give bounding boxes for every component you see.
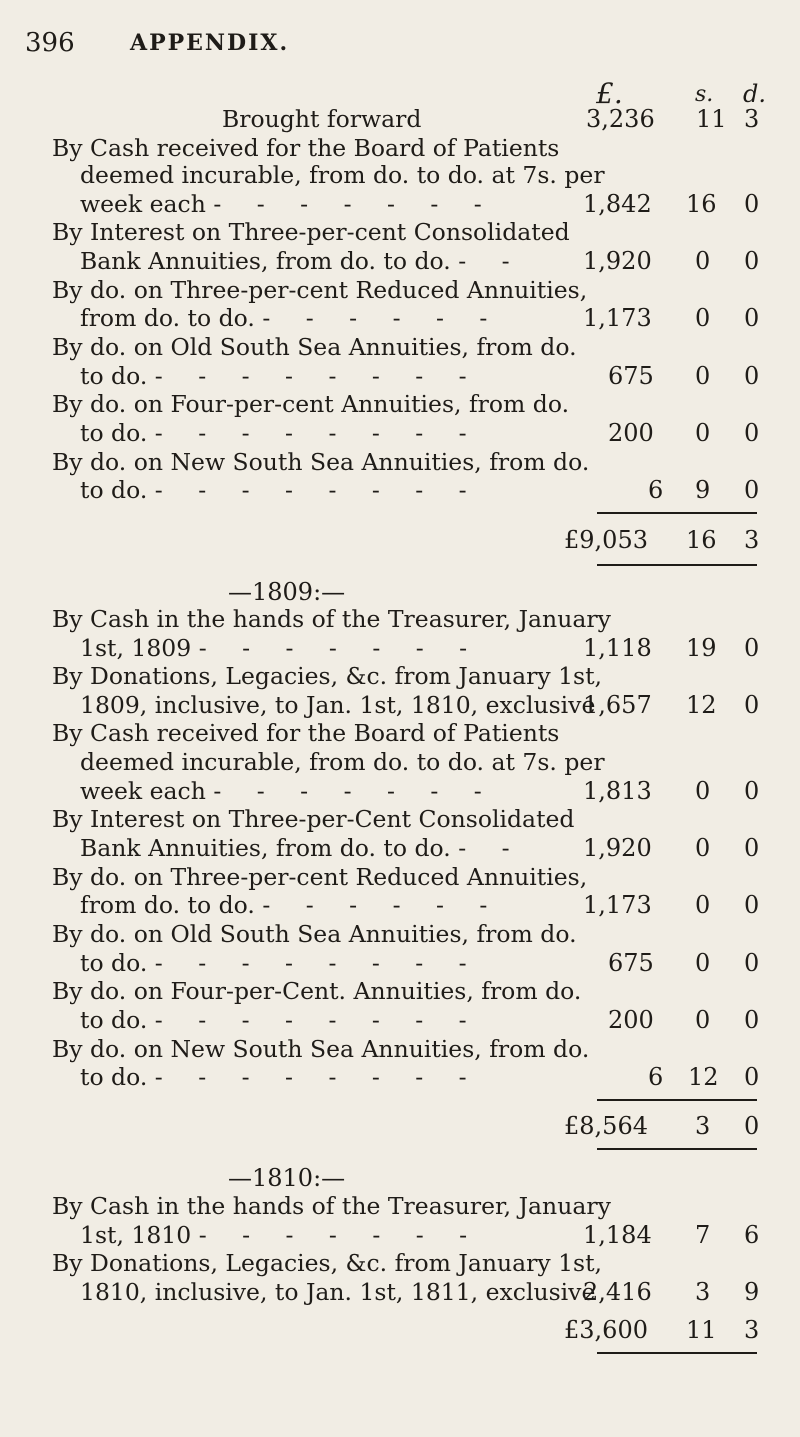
section-total-shillings: 11 (686, 1316, 717, 1344)
amount-pence: 0 (744, 891, 760, 919)
amount-shillings: 0 (695, 1006, 711, 1034)
amount-pence: 0 (744, 777, 760, 805)
entry-line: deemed incurable, from do. to do. at 7s. per (80, 161, 605, 189)
amount-pounds: 200 (608, 1006, 654, 1034)
entry-line: By Donations, Legacies, &c. from January 1st, (52, 1249, 603, 1277)
section-total-pence: 3 (744, 526, 760, 554)
amount-shillings: 12 (686, 691, 717, 719)
year-heading: —1810:— (228, 1164, 346, 1192)
year-heading: —1809:— (228, 578, 346, 606)
running-title: APPENDIX. (130, 30, 290, 56)
column-head-shillings: s. (695, 82, 714, 107)
amount-shillings: 0 (695, 362, 711, 390)
sum-rule (597, 1352, 757, 1354)
entry-line: 1st, 1809 - - - - - - - (80, 634, 482, 662)
amount-pence: 0 (744, 634, 760, 662)
amount-pence: 0 (744, 691, 760, 719)
amount-pence: 0 (744, 304, 760, 332)
entry-line: to do. - - - - - - - - (80, 949, 481, 977)
amount-shillings: 0 (695, 777, 711, 805)
entry-line: By Interest on Three-per-Cent Consolidated (52, 805, 575, 833)
amount-shillings: 0 (695, 949, 711, 977)
brought-forward-label: Brought forward (222, 105, 422, 133)
amount-shillings: 0 (695, 834, 711, 862)
entry-line: By Donations, Legacies, &c. from January 1st, (52, 662, 603, 690)
entry-line: to do. - - - - - - - - (80, 362, 481, 390)
entry-line: By do. on Three-per-cent Reduced Annuities, (52, 276, 588, 304)
brought-forward-shillings: 11 (696, 105, 727, 133)
entry-line: 1st, 1810 - - - - - - - (80, 1221, 482, 1249)
amount-pence: 0 (744, 247, 760, 275)
amount-pounds: 1,920 (583, 834, 652, 862)
amount-pounds: 675 (608, 362, 654, 390)
entry-line: deemed incurable, from do. to do. at 7s. per (80, 748, 605, 776)
amount-pence: 0 (744, 834, 760, 862)
brought-forward-pence: 3 (744, 105, 760, 133)
section-total-pounds: £8,564 (564, 1112, 648, 1140)
amount-shillings: 16 (686, 190, 717, 218)
column-head-pence: d. (743, 80, 766, 108)
entry-line: By Cash in the hands of the Treasurer, January (52, 605, 611, 633)
amount-shillings: 0 (695, 891, 711, 919)
section-total-shillings: 16 (686, 526, 717, 554)
section-total-pence: 3 (744, 1316, 760, 1344)
section-total-pounds: £3,600 (564, 1316, 648, 1344)
amount-pounds: 1,813 (583, 777, 652, 805)
entry-line: to do. - - - - - - - - (80, 419, 481, 447)
entry-line: 1810, inclusive, to Jan. 1st, 1811, exclusive (80, 1278, 596, 1306)
amount-pence: 0 (744, 190, 760, 218)
sum-rule (597, 1148, 757, 1150)
entry-line: to do. - - - - - - - - (80, 476, 481, 504)
entry-line: By Cash received for the Board of Patients (52, 134, 560, 162)
amount-pounds: 6 (648, 476, 664, 504)
amount-shillings: 3 (695, 1278, 711, 1306)
amount-pence: 0 (744, 949, 760, 977)
brought-forward-pounds: 3,236 (586, 105, 655, 133)
amount-pence: 0 (744, 476, 760, 504)
entry-line: from do. to do. - - - - - - (80, 891, 502, 919)
amount-pounds: 6 (648, 1063, 664, 1091)
entry-line: By do. on New South Sea Annuities, from do. (52, 448, 590, 476)
entry-line: By do. on Old South Sea Annuities, from do. (52, 333, 577, 361)
entry-line: By do. on New South Sea Annuities, from do. (52, 1035, 590, 1063)
entry-line: to do. - - - - - - - - (80, 1006, 481, 1034)
sum-rule (597, 512, 757, 514)
sum-rule (597, 564, 757, 566)
amount-shillings: 9 (695, 476, 711, 504)
entry-line: 1809, inclusive, to Jan. 1st, 1810, exclusive (80, 691, 596, 719)
column-head-pounds: £. (596, 77, 623, 110)
section-total-pence: 0 (744, 1112, 760, 1140)
amount-pounds: 200 (608, 419, 654, 447)
amount-shillings: 0 (695, 419, 711, 447)
amount-pence: 9 (744, 1278, 760, 1306)
amount-shillings: 0 (695, 304, 711, 332)
entry-line: By do. on Old South Sea Annuities, from do. (52, 920, 577, 948)
amount-pence: 0 (744, 1006, 760, 1034)
amount-pounds: 675 (608, 949, 654, 977)
entry-line: By do. on Four-per-cent Annuities, from do. (52, 390, 570, 418)
entry-line: to do. - - - - - - - - (80, 1063, 481, 1091)
amount-pence: 0 (744, 419, 760, 447)
entry-line: By do. on Three-per-cent Reduced Annuities, (52, 863, 588, 891)
amount-pence: 0 (744, 1063, 760, 1091)
amount-pence: 6 (744, 1221, 760, 1249)
page-number: 396 (25, 28, 75, 58)
entry-line: Bank Annuities, from do. to do. - - (80, 834, 524, 862)
amount-pounds: 1,118 (583, 634, 652, 662)
entry-line: week each - - - - - - - (80, 190, 496, 218)
sum-rule (597, 1099, 757, 1101)
entry-line: By do. on Four-per-Cent. Annuities, from do. (52, 977, 582, 1005)
amount-pounds: 1,173 (583, 304, 652, 332)
amount-shillings: 0 (695, 247, 711, 275)
entry-line: By Interest on Three-per-cent Consolidated (52, 218, 570, 246)
amount-pounds: 2,416 (583, 1278, 652, 1306)
amount-pounds: 1,920 (583, 247, 652, 275)
amount-pounds: 1,173 (583, 891, 652, 919)
amount-shillings: 19 (686, 634, 717, 662)
amount-shillings: 12 (688, 1063, 719, 1091)
entry-line: By Cash in the hands of the Treasurer, January (52, 1192, 611, 1220)
entry-line: week each - - - - - - - (80, 777, 496, 805)
section-total-pounds: £9,053 (564, 526, 648, 554)
amount-pence: 0 (744, 362, 760, 390)
amount-pounds: 1,842 (583, 190, 652, 218)
amount-shillings: 7 (695, 1221, 711, 1249)
section-total-shillings: 3 (695, 1112, 711, 1140)
amount-pounds: 1,657 (583, 691, 652, 719)
amount-pounds: 1,184 (583, 1221, 652, 1249)
entry-line: from do. to do. - - - - - - (80, 304, 502, 332)
entry-line: By Cash received for the Board of Patients (52, 719, 560, 747)
entry-line: Bank Annuities, from do. to do. - - (80, 247, 524, 275)
